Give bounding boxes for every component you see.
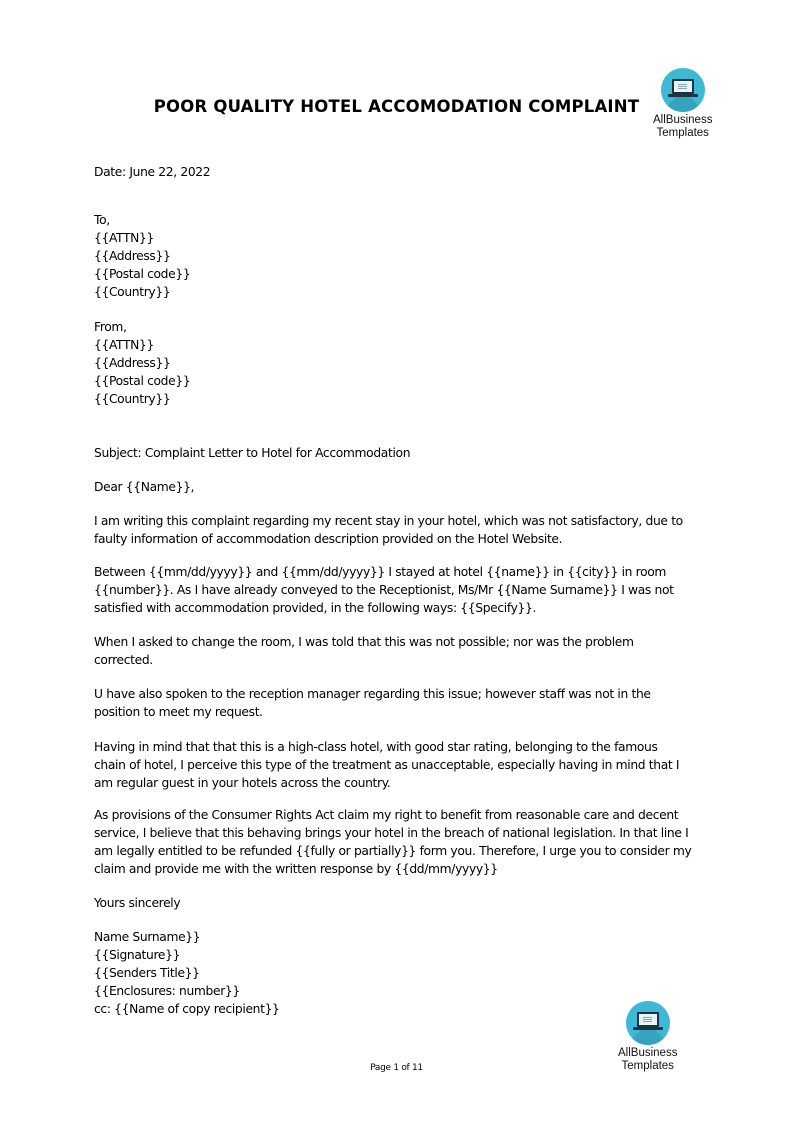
to-address: {{Address}} xyxy=(94,249,171,263)
salutation: Dear {{Name}}, xyxy=(94,480,195,494)
page-number: Page 1 of 11 xyxy=(370,1063,423,1073)
cc-recipient: cc: {{Name of copy recipient}} xyxy=(94,1002,280,1016)
to-attn: {{ATTN}} xyxy=(94,231,154,245)
paragraph-5: Having in mind that that this is a high-class hotel, with good star rating, belonging to the famous chain of hotel, I perceive this type of the treatment as unacceptable, especially having in mind that I am regular guest in your hotels across the country. xyxy=(94,740,680,790)
from-postal-code: {{Postal code}} xyxy=(94,374,191,388)
laptop-icon xyxy=(661,68,705,112)
to-country: {{Country}} xyxy=(94,285,171,299)
closing: Yours sincerely xyxy=(94,896,181,910)
signature: {{Signature}} xyxy=(94,948,181,962)
to-label: To, xyxy=(94,213,110,227)
paragraph-3: When I asked to change the room, I was told that this was not possible; nor was the problem corrected. xyxy=(94,635,634,667)
recipient-address-block xyxy=(94,211,714,301)
brand-name: AllBusiness Templates xyxy=(653,114,713,139)
paragraph-2: Between {{mm/dd/yyyy}} and {{mm/dd/yyyy}} I stayed at hotel {{name}} in {{city}} in room {{number}}. As I have already conveyed to the Receptionist, Ms/Mr {{Name Surname}} I was not satisfied with accommodation provided, in the following ways: {{Specify}}. xyxy=(94,565,674,615)
from-label: From, xyxy=(94,320,127,334)
document-title: POOR QUALITY HOTEL ACCOMODATION COMPLAINT xyxy=(153,97,640,116)
brand-name: AllBusiness Templates xyxy=(618,1047,678,1072)
laptop-icon xyxy=(626,1001,670,1045)
subject-line: Subject: Complaint Letter to Hotel for Accommodation xyxy=(94,446,411,460)
from-country: {{Country}} xyxy=(94,392,171,406)
brand-logo-top xyxy=(653,68,712,140)
to-postal-code: {{Postal code}} xyxy=(94,267,191,281)
enclosures: {{Enclosures: number}} xyxy=(94,984,240,998)
sender-address-block xyxy=(94,318,714,408)
date-line: Date: June 22, 2022 xyxy=(94,165,211,179)
paragraph-1: I am writing this complaint regarding my recent stay in your hotel, which was not satisfactory, due to faulty information of accommodation description provided on the Hotel Website. xyxy=(94,514,683,546)
paragraph-4: U have also spoken to the reception manager regarding this issue; however staff was not in the position to meet my request. xyxy=(94,687,651,719)
from-attn: {{ATTN}} xyxy=(94,338,154,352)
paragraph-6: As provisions of the Consumer Rights Act claim my right to benefit from reasonable care and decent service, I believe that this behaving brings your hotel in the breach of national legislation. In that line I am legally entitled to be refunded {{fully or partially}} form you. Therefore, I urge you to consider my claim and provide me with the written response by {{dd/mm/yyyy}} xyxy=(94,808,692,876)
from-address: {{Address}} xyxy=(94,356,171,370)
senders-title: {{Senders Title}} xyxy=(94,966,200,980)
signature-name: Name Surname}} xyxy=(94,930,201,944)
